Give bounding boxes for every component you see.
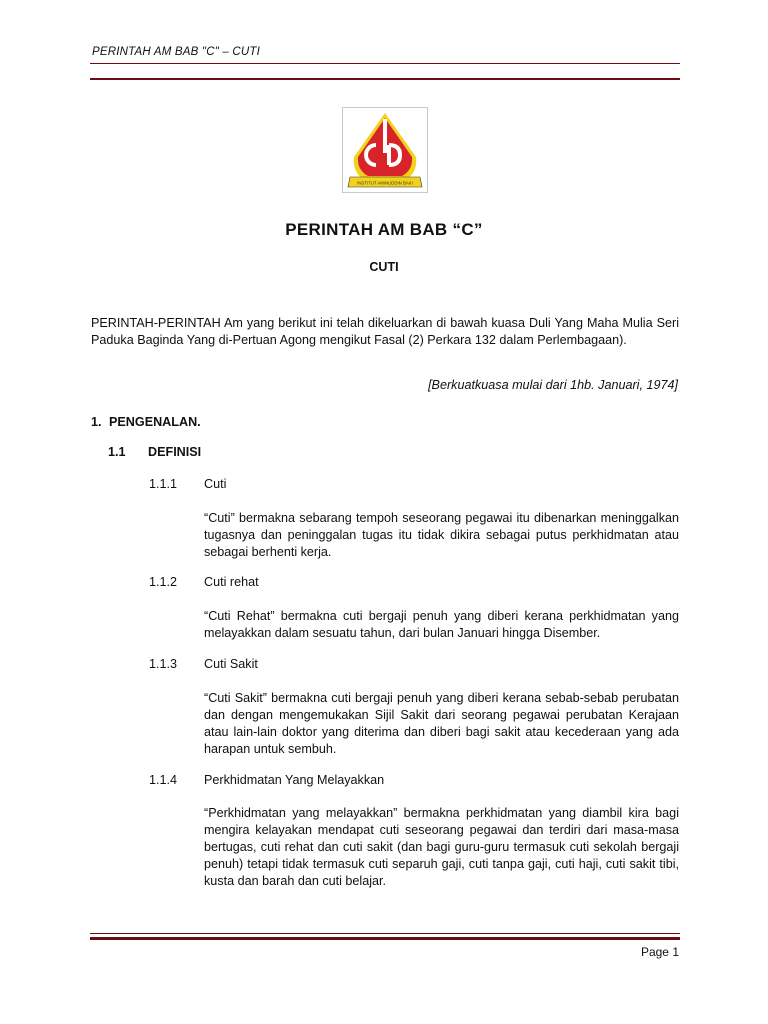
- subsection-heading: [108, 445, 201, 459]
- document-title: PERINTAH AM BAB “C”: [285, 220, 483, 239]
- definition-number: 1.1.4: [149, 773, 178, 787]
- intro-paragraph: PERINTAH-PERINTAH Am yang berikut ini telah dikeluarkan di bawah kuasa Duli Yang Maha Mulia Seri Paduka Baginda Yang di-Pertuan Agong mengikut Fasal (2) Perkara 132 dalam Perlembagaan).: [91, 316, 679, 347]
- institute-logo: [342, 107, 428, 193]
- logo-caption: INSTITUT AMINUDDIN BAKI: [357, 180, 413, 186]
- footer-rule-thin: [90, 933, 680, 934]
- effective-date: [Berkuatkuasa mulai dari 1hb. Januari, 1974]: [428, 378, 678, 392]
- definition-term: Cuti rehat: [204, 575, 259, 589]
- document-subtitle: CUTI: [369, 260, 399, 274]
- definition-term: Cuti: [204, 477, 227, 491]
- definition-text: “Cuti Sakit” bermakna cuti bergaji penuh yang diberi kerana sebab-sebab perubatan dan dengan mengemukakan Sijil Sakit dari seorang pegawai perubatan Kerajaan atau lain-lain doktor yang diterima dan diberi bagi sakit atau kecederaan yang ada harapan untuk sembuh.: [204, 691, 679, 756]
- header-rule-thick: [90, 78, 680, 80]
- definition-text: “Cuti Rehat” bermakna cuti bergaji penuh yang diberi kerana perkhidmatan yang melayakkan dalam sesuatu tahun, dari bulan Januari hingga Disember.: [204, 609, 679, 640]
- header-rule-thin: [90, 63, 680, 64]
- footer-rule-thick: [90, 937, 680, 940]
- definition-label: [149, 477, 226, 491]
- definition-label: [149, 773, 384, 787]
- subsection-title: DEFINISI: [148, 445, 202, 459]
- definition-label: [149, 657, 258, 671]
- definition-label: [149, 575, 259, 589]
- definition-text: “Cuti” bermakna sebarang tempoh seseorang pegawai itu dibenarkan meninggalkan tugasnya dan peninggalan tugas itu tidak dikira sebagai putus perkhidmatan atau sebagai berhenti kerja.: [204, 511, 679, 559]
- section-title: PENGENALAN.: [109, 415, 201, 429]
- definition-number: 1.1.3: [149, 657, 178, 671]
- definition-term: Cuti Sakit: [204, 657, 258, 671]
- definition-text: “Perkhidmatan yang melayakkan” bermakna perkhidmatan yang diambil kira bagi mengira kelayakan mendapat cuti seseorang pegawai dan terdiri dari masa-masa bertugas, cuti rehat dan cuti sakit (dan bagi guru-guru termasuk cuti sekolah bergaji penuh) tetapi tidak termasuk cuti separuh gaji, cuti tanpa gaji, cuti haji, cuti sakit tibi, kusta dan barah dan cuti belajar.: [204, 806, 679, 888]
- definition-number: 1.1.1: [149, 477, 178, 491]
- page-number: Page 1: [640, 945, 679, 959]
- running-header: PERINTAH AM BAB "C" – CUTI: [92, 46, 260, 58]
- subsection-number: 1.1: [108, 445, 126, 459]
- definition-term: Perkhidmatan Yang Melayakkan: [204, 773, 385, 787]
- section-heading: [91, 415, 201, 429]
- section-number: 1.: [91, 415, 102, 429]
- definition-number: 1.1.2: [149, 575, 178, 589]
